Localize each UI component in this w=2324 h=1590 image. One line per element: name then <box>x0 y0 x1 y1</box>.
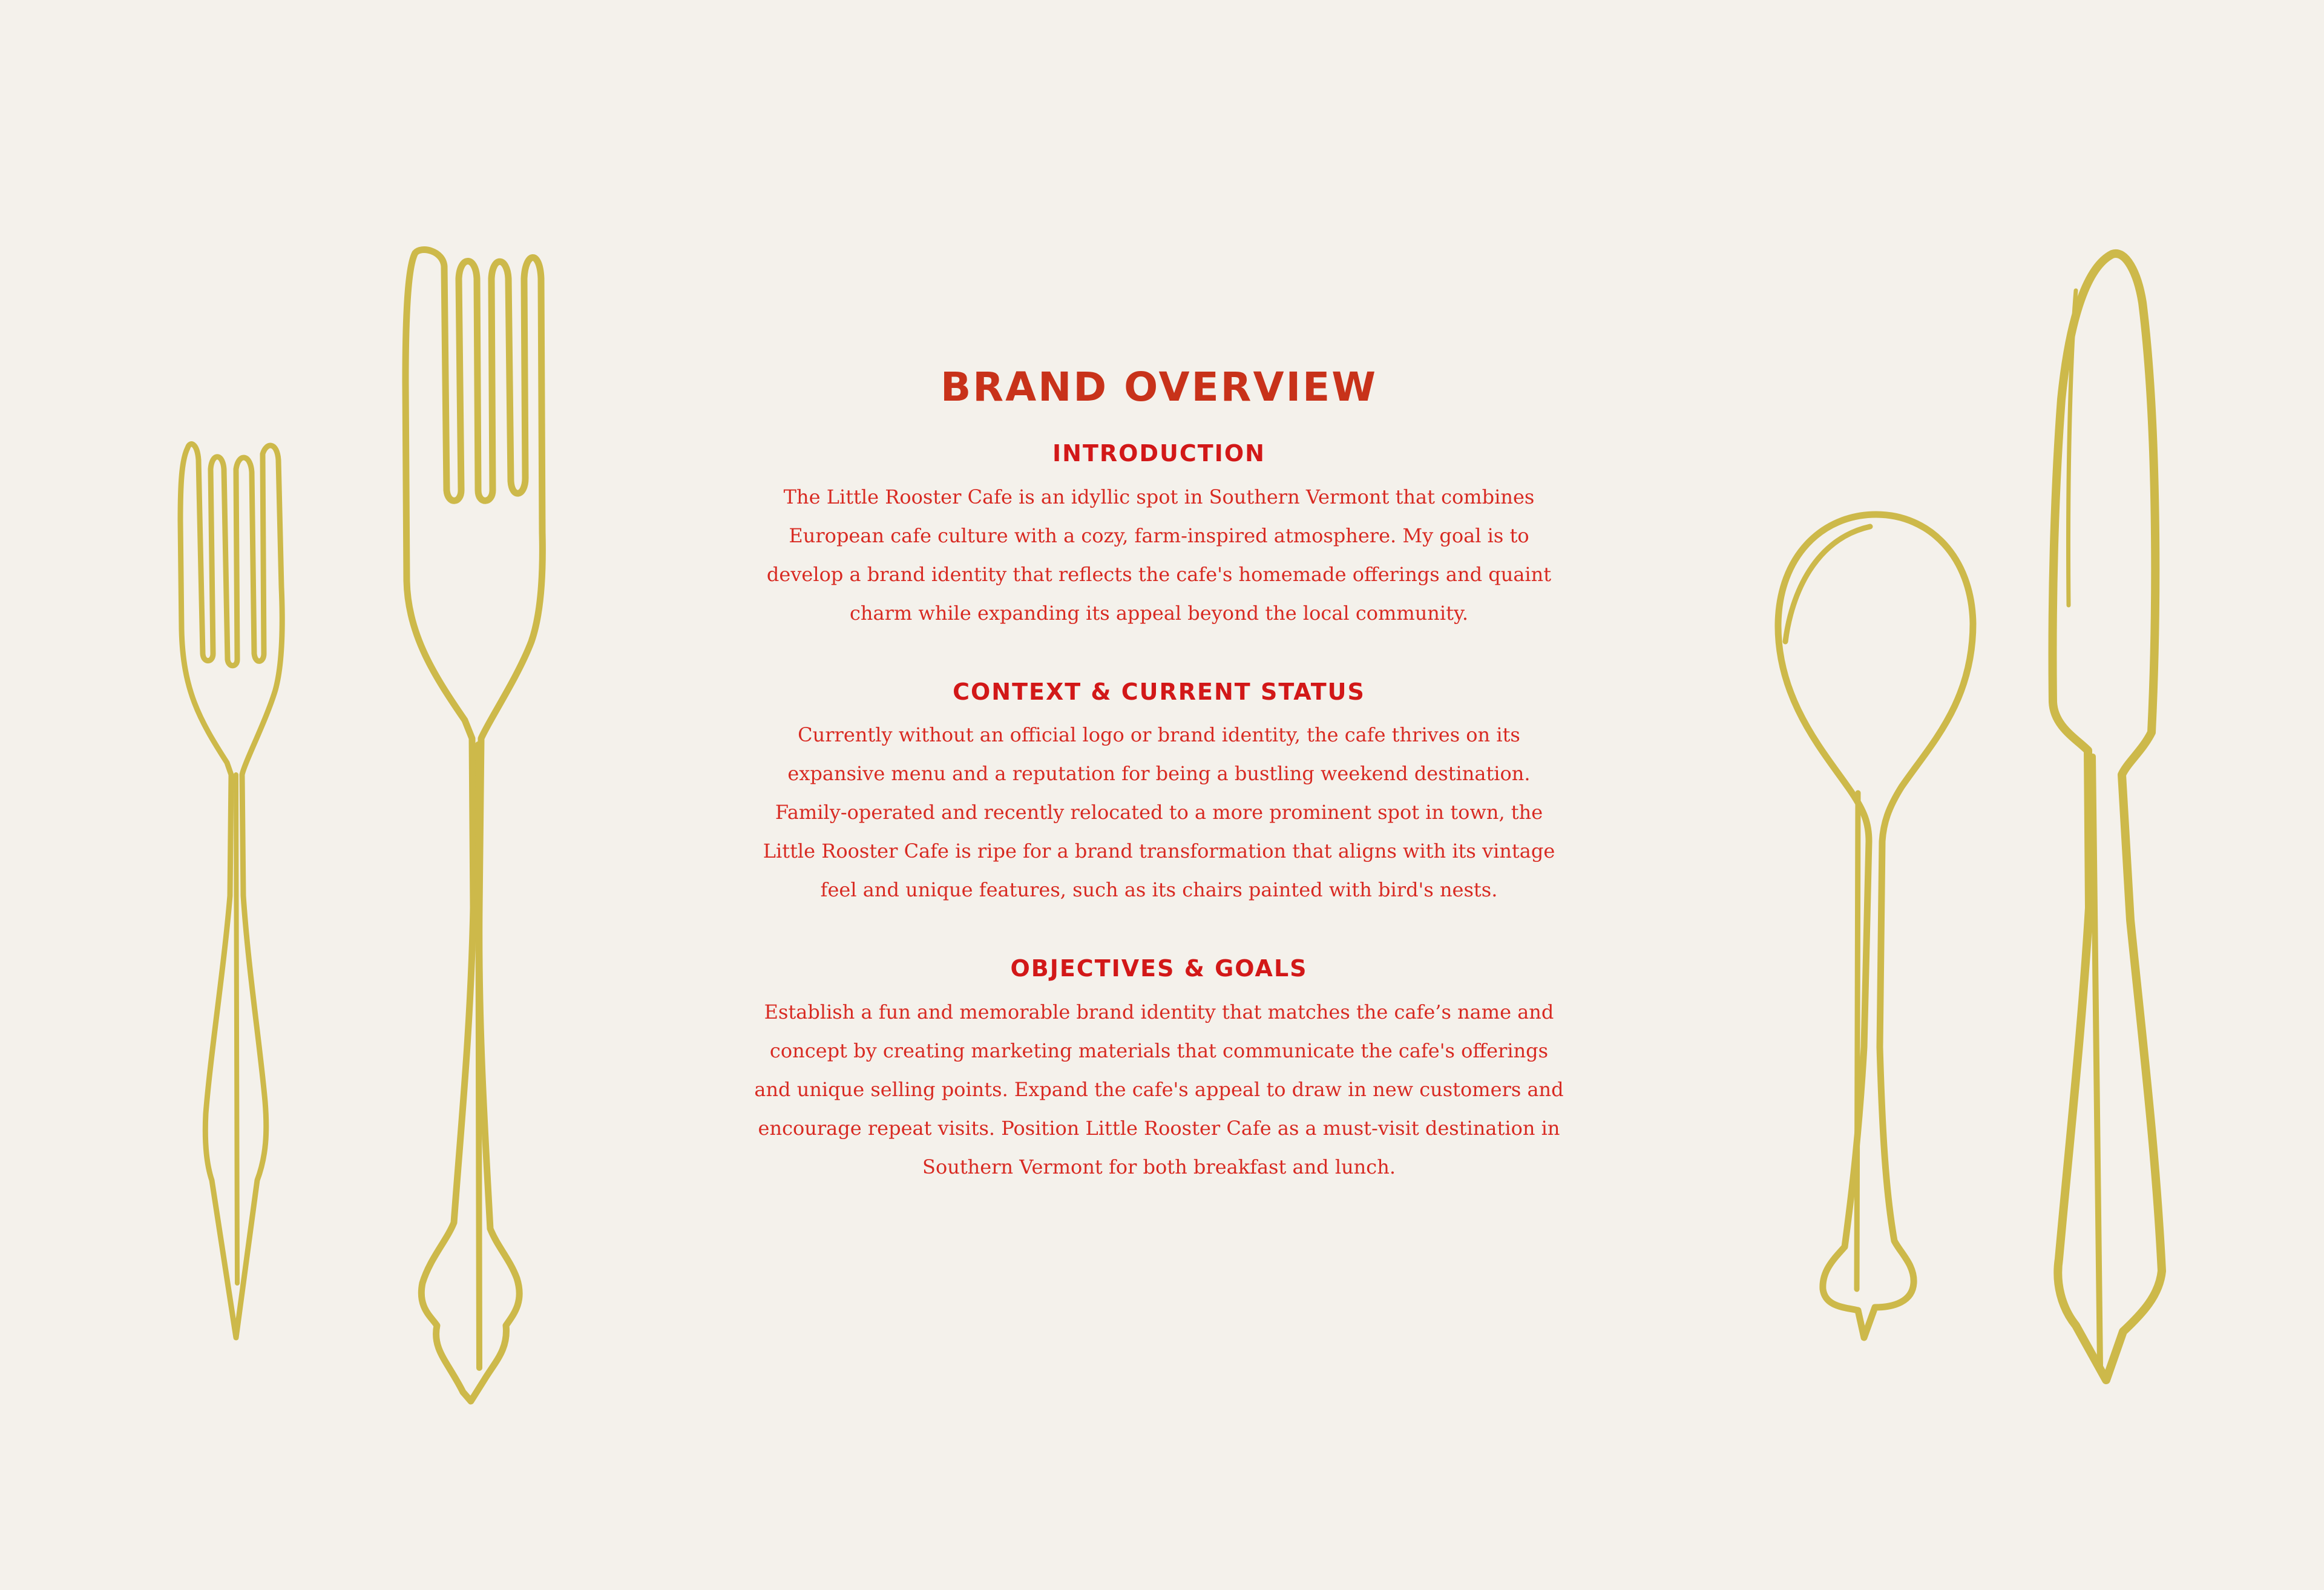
section-heading-context: CONTEXT & CURRENT STATUS <box>953 678 1365 705</box>
small-fork-icon <box>163 436 309 1356</box>
knife-icon <box>2021 242 2185 1410</box>
section-body-introduction: The Little Rooster Cafe is an idyllic spot in Southern Vermont that combines European cafe culture with a cozy, farm-inspired atmosphere. My goal is to develop a brand identity that reflects the cafe's homemade offerings and quaint charm while expanding its appeal beyond the local community. <box>766 485 1552 625</box>
page-title: BRAND OVERVIEW <box>940 364 1378 410</box>
section-body-context: Currently without an official logo or brand identity, the cafe thrives on its expansive menu and a reputation for being a bustling weekend destination. Family-operated and recently relocated to a more prominent spot in town, the Little Rooster Cafe is ripe for a brand transformation that aligns with its vintage feel and unique features, such as its chairs painted with bird's nests. <box>763 723 1555 902</box>
large-fork-icon <box>393 242 563 1410</box>
objectives-section <box>750 955 1567 1186</box>
section-body-objectives: Establish a fun and memorable brand identity that matches the cafe’s name and concept by creating marketing materials that communicate the cafe's offerings and unique selling points. Expand the cafe's appeal to draw in new customers and encourage repeat visits. Position Little Rooster Cafe as a must-visit destination in Southern Vermont for both breakfast and lunch. <box>754 1000 1564 1178</box>
context-section <box>750 678 1567 910</box>
spoon-icon <box>1767 502 1985 1350</box>
brand-overview-content <box>750 363 1567 1232</box>
introduction-section <box>750 440 1567 632</box>
section-heading-introduction: INTRODUCTION <box>1052 440 1265 467</box>
section-heading-objectives: OBJECTIVES & GOALS <box>1010 955 1308 982</box>
